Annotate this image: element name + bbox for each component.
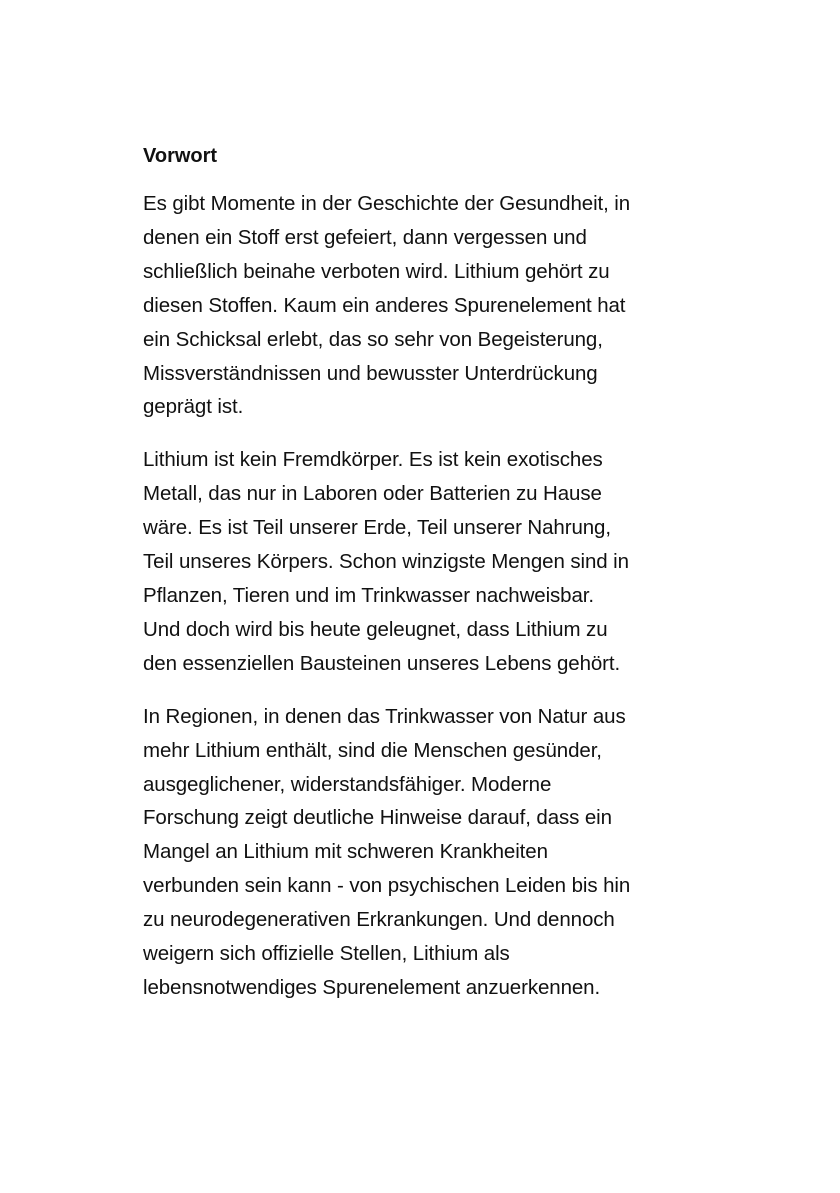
text-line: Forschung zeigt deutliche Hinweise darauf, dass ein [143, 806, 612, 830]
section-heading: Vorwort [143, 145, 218, 167]
text-line: Lithium ist kein Fremdkörper. Es ist kein exotisches [143, 448, 603, 472]
text-line: denen ein Stoff erst gefeiert, dann vergessen und [143, 225, 587, 249]
text-line: ausgeglichener, widerstandsfähiger. Moderne [143, 772, 552, 796]
text-line: Es gibt Momente in der Geschichte der Gesundheit, in [143, 192, 631, 215]
text-line: Metall, das nur in Laboren oder Batterien zu Hause [143, 482, 602, 506]
text-line: Teil unseres Körpers. Schon winzigste Mengen sind in [143, 550, 629, 574]
text-line: den essenziellen Bausteinen unseres Lebens gehört. [143, 651, 621, 675]
text-line: mehr Lithium enthält, sind die Menschen gesünder, [143, 738, 602, 762]
paragraph-3 [143, 700, 718, 1005]
text-line: verbunden sein kann - von psychischen Leiden bis hin [143, 874, 631, 898]
text-line: Missverständnissen und bewusster Unterdrückung [143, 361, 598, 385]
paragraph-1 [143, 187, 718, 424]
paragraph-2 [143, 443, 718, 680]
text-line: Mangel an Lithium mit schweren Krankheiten [143, 840, 548, 864]
text-line: weigern sich offizielle Stellen, Lithium als [143, 942, 510, 966]
text-line: Pflanzen, Tieren und im Trinkwasser nachweisbar. [143, 583, 594, 607]
text-line: geprägt ist. [143, 395, 244, 419]
text-line: lebensnotwendiges Spurenelement anzuerkennen. [143, 975, 601, 999]
text-line: Und doch wird bis heute geleugnet, dass Lithium zu [143, 617, 608, 641]
text-line: In Regionen, in denen das Trinkwasser von Natur aus [143, 704, 626, 728]
text-line: diesen Stoffen. Kaum ein anderes Spurenelement hat [143, 293, 626, 317]
text-line: zu neurodegenerativen Erkrankungen. Und dennoch [143, 908, 615, 932]
text-line: wäre. Es ist Teil unserer Erde, Teil unserer Nahrung, [143, 516, 611, 540]
text-line: ein Schicksal erlebt, das so sehr von Begeisterung, [143, 327, 603, 351]
document-body [143, 142, 718, 1024]
text-line: schließlich beinahe verboten wird. Lithium gehört zu [143, 259, 610, 283]
